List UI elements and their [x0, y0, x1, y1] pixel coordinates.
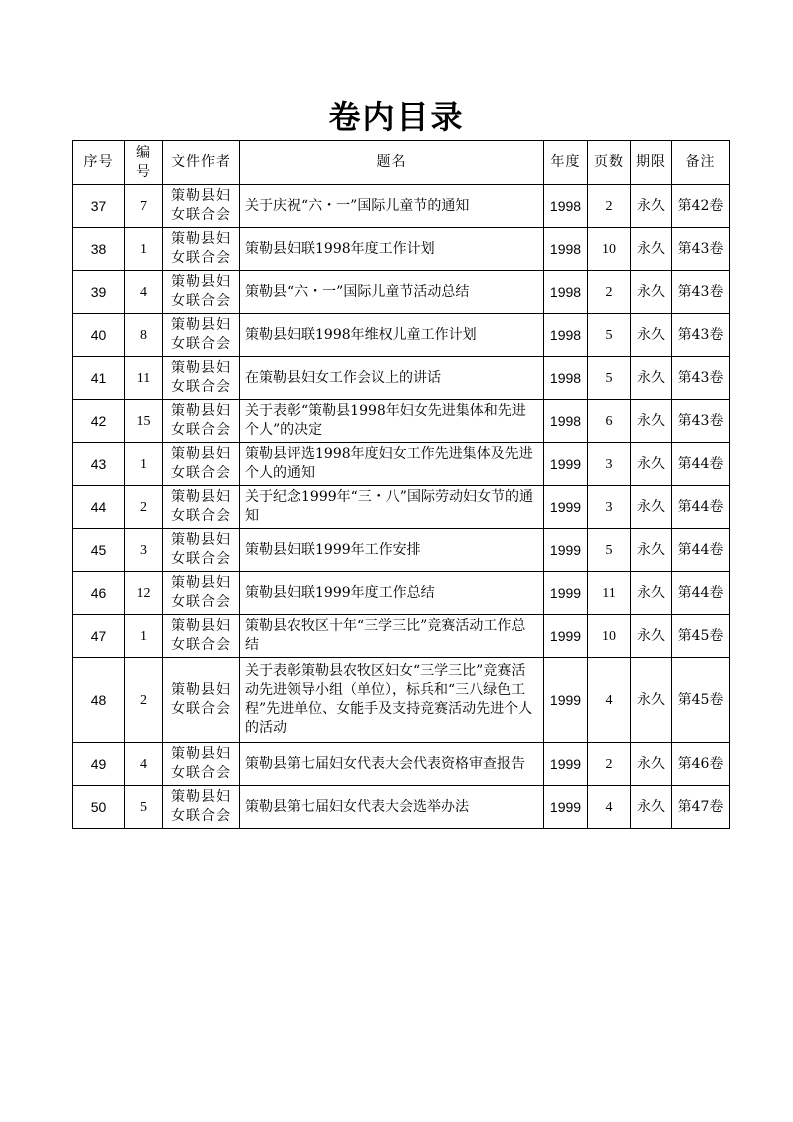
cell-term: 永久: [631, 615, 672, 658]
cell-num: 4: [125, 743, 163, 786]
cell-pages: 11: [588, 572, 631, 615]
table-row: [73, 400, 730, 443]
cell-author: 策勒县妇女联合会: [163, 529, 240, 572]
cell-note: 第43卷: [672, 357, 730, 400]
cell-author: 策勒县妇女联合会: [163, 786, 240, 829]
table-row: [73, 443, 730, 486]
header-title: 题名: [240, 141, 544, 185]
page-title: 卷内目录: [328, 98, 465, 136]
table-row: [73, 314, 730, 357]
cell-seq: 42: [73, 400, 125, 443]
table-row: [73, 658, 730, 743]
cell-year: 1999: [544, 786, 588, 829]
cell-year: 1998: [544, 357, 588, 400]
cell-note: 第44卷: [672, 486, 730, 529]
cell-seq: 45: [73, 529, 125, 572]
cell-note: 第43卷: [672, 228, 730, 271]
cell-num: 7: [125, 185, 163, 228]
cell-num: 2: [125, 486, 163, 529]
cell-seq: 48: [73, 658, 125, 743]
header-author: 文件作者: [163, 141, 240, 185]
cell-title: 关于庆祝“六・一”国际儿童节的通知: [240, 185, 544, 228]
cell-num: 12: [125, 572, 163, 615]
cell-pages: 5: [588, 529, 631, 572]
cell-num: 4: [125, 271, 163, 314]
cell-seq: 46: [73, 572, 125, 615]
cell-term: 永久: [631, 271, 672, 314]
cell-note: 第44卷: [672, 572, 730, 615]
cell-title: 关于表彰策勒县农牧区妇女“三学三比”竞赛活动先进领导小组（单位），标兵和“三八绿色工程”先进单位、女能手及支持竞赛活动先进个人的活动: [240, 658, 544, 743]
cell-title: 策勒县妇联1998年维权儿童工作计划: [240, 314, 544, 357]
cell-note: 第43卷: [672, 314, 730, 357]
cell-title: 策勒县妇联1998年度工作计划: [240, 228, 544, 271]
table-row: [73, 572, 730, 615]
cell-seq: 37: [73, 185, 125, 228]
cell-year: 1999: [544, 443, 588, 486]
table-row: [73, 271, 730, 314]
cell-term: 永久: [631, 743, 672, 786]
cell-author: 策勒县妇女联合会: [163, 314, 240, 357]
cell-num: 1: [125, 228, 163, 271]
cell-author: 策勒县妇女联合会: [163, 615, 240, 658]
cell-author: 策勒县妇女联合会: [163, 486, 240, 529]
cell-title: 关于表彰“策勒县1998年妇女先进集体和先进个人”的决定: [240, 400, 544, 443]
cell-seq: 44: [73, 486, 125, 529]
cell-pages: 3: [588, 443, 631, 486]
cell-num: 2: [125, 658, 163, 743]
cell-author: 策勒县妇女联合会: [163, 228, 240, 271]
cell-note: 第43卷: [672, 271, 730, 314]
cell-term: 永久: [631, 486, 672, 529]
cell-title: 策勒县妇联1999年度工作总结: [240, 572, 544, 615]
cell-year: 1999: [544, 572, 588, 615]
cell-author: 策勒县妇女联合会: [163, 400, 240, 443]
header-row: [73, 141, 730, 185]
table-row: [73, 786, 730, 829]
table-row: [73, 357, 730, 400]
cell-pages: 4: [588, 786, 631, 829]
cell-pages: 10: [588, 228, 631, 271]
cell-term: 永久: [631, 572, 672, 615]
cell-pages: 6: [588, 400, 631, 443]
cell-pages: 3: [588, 486, 631, 529]
cell-note: 第43卷: [672, 400, 730, 443]
cell-seq: 40: [73, 314, 125, 357]
cell-year: 1999: [544, 615, 588, 658]
cell-year: 1998: [544, 314, 588, 357]
cell-note: 第44卷: [672, 443, 730, 486]
table-row: [73, 185, 730, 228]
cell-author: 策勒县妇女联合会: [163, 271, 240, 314]
cell-title: 策勒县农牧区十年“三学三比”竞赛活动工作总结: [240, 615, 544, 658]
cell-term: 永久: [631, 529, 672, 572]
cell-note: 第46卷: [672, 743, 730, 786]
cell-title: 策勒县第七届妇女代表大会代表资格审查报告: [240, 743, 544, 786]
cell-year: 1998: [544, 228, 588, 271]
cell-author: 策勒县妇女联合会: [163, 658, 240, 743]
table-row: [73, 529, 730, 572]
cell-seq: 41: [73, 357, 125, 400]
cell-pages: 10: [588, 615, 631, 658]
cell-note: 第42卷: [672, 185, 730, 228]
cell-seq: 50: [73, 786, 125, 829]
cell-author: 策勒县妇女联合会: [163, 357, 240, 400]
catalog-table: [72, 140, 730, 829]
cell-term: 永久: [631, 185, 672, 228]
cell-year: 1999: [544, 529, 588, 572]
header-term: 期限: [631, 141, 672, 185]
cell-year: 1998: [544, 271, 588, 314]
cell-num: 3: [125, 529, 163, 572]
cell-pages: 5: [588, 357, 631, 400]
cell-pages: 2: [588, 271, 631, 314]
cell-term: 永久: [631, 443, 672, 486]
cell-term: 永久: [631, 228, 672, 271]
cell-num: 1: [125, 615, 163, 658]
cell-term: 永久: [631, 314, 672, 357]
cell-seq: 47: [73, 615, 125, 658]
table-body: [73, 185, 730, 829]
table-row: [73, 743, 730, 786]
cell-note: 第47卷: [672, 786, 730, 829]
cell-num: 5: [125, 786, 163, 829]
header-note: 备注: [672, 141, 730, 185]
cell-title: 策勒县第七届妇女代表大会选举办法: [240, 786, 544, 829]
cell-author: 策勒县妇女联合会: [163, 572, 240, 615]
cell-seq: 38: [73, 228, 125, 271]
header-seq: 序号: [73, 141, 125, 185]
cell-term: 永久: [631, 786, 672, 829]
cell-term: 永久: [631, 357, 672, 400]
cell-year: 1998: [544, 400, 588, 443]
table-row: [73, 486, 730, 529]
cell-pages: 2: [588, 743, 631, 786]
cell-year: 1998: [544, 185, 588, 228]
cell-seq: 43: [73, 443, 125, 486]
cell-title: 策勒县评选1998年度妇女工作先进集体及先进个人的通知: [240, 443, 544, 486]
cell-author: 策勒县妇女联合会: [163, 743, 240, 786]
cell-title: 在策勒县妇女工作会议上的讲话: [240, 357, 544, 400]
cell-author: 策勒县妇女联合会: [163, 185, 240, 228]
cell-note: 第44卷: [672, 529, 730, 572]
table-row: [73, 615, 730, 658]
cell-seq: 49: [73, 743, 125, 786]
cell-term: 永久: [631, 658, 672, 743]
cell-year: 1999: [544, 658, 588, 743]
cell-year: 1999: [544, 486, 588, 529]
cell-title: 关于纪念1999年“三・八”国际劳动妇女节的通知: [240, 486, 544, 529]
header-year: 年度: [544, 141, 588, 185]
cell-num: 8: [125, 314, 163, 357]
header-pages: 页数: [588, 141, 631, 185]
cell-num: 11: [125, 357, 163, 400]
cell-pages: 4: [588, 658, 631, 743]
cell-author: 策勒县妇女联合会: [163, 443, 240, 486]
cell-pages: 2: [588, 185, 631, 228]
table-row: [73, 228, 730, 271]
cell-num: 1: [125, 443, 163, 486]
cell-title: 策勒县妇联1999年工作安排: [240, 529, 544, 572]
cell-num: 15: [125, 400, 163, 443]
header-num: 编号: [125, 141, 163, 185]
cell-note: 第45卷: [672, 615, 730, 658]
cell-title: 策勒县“六・一”国际儿童节活动总结: [240, 271, 544, 314]
cell-year: 1999: [544, 743, 588, 786]
cell-seq: 39: [73, 271, 125, 314]
cell-pages: 5: [588, 314, 631, 357]
cell-note: 第45卷: [672, 658, 730, 743]
cell-term: 永久: [631, 400, 672, 443]
